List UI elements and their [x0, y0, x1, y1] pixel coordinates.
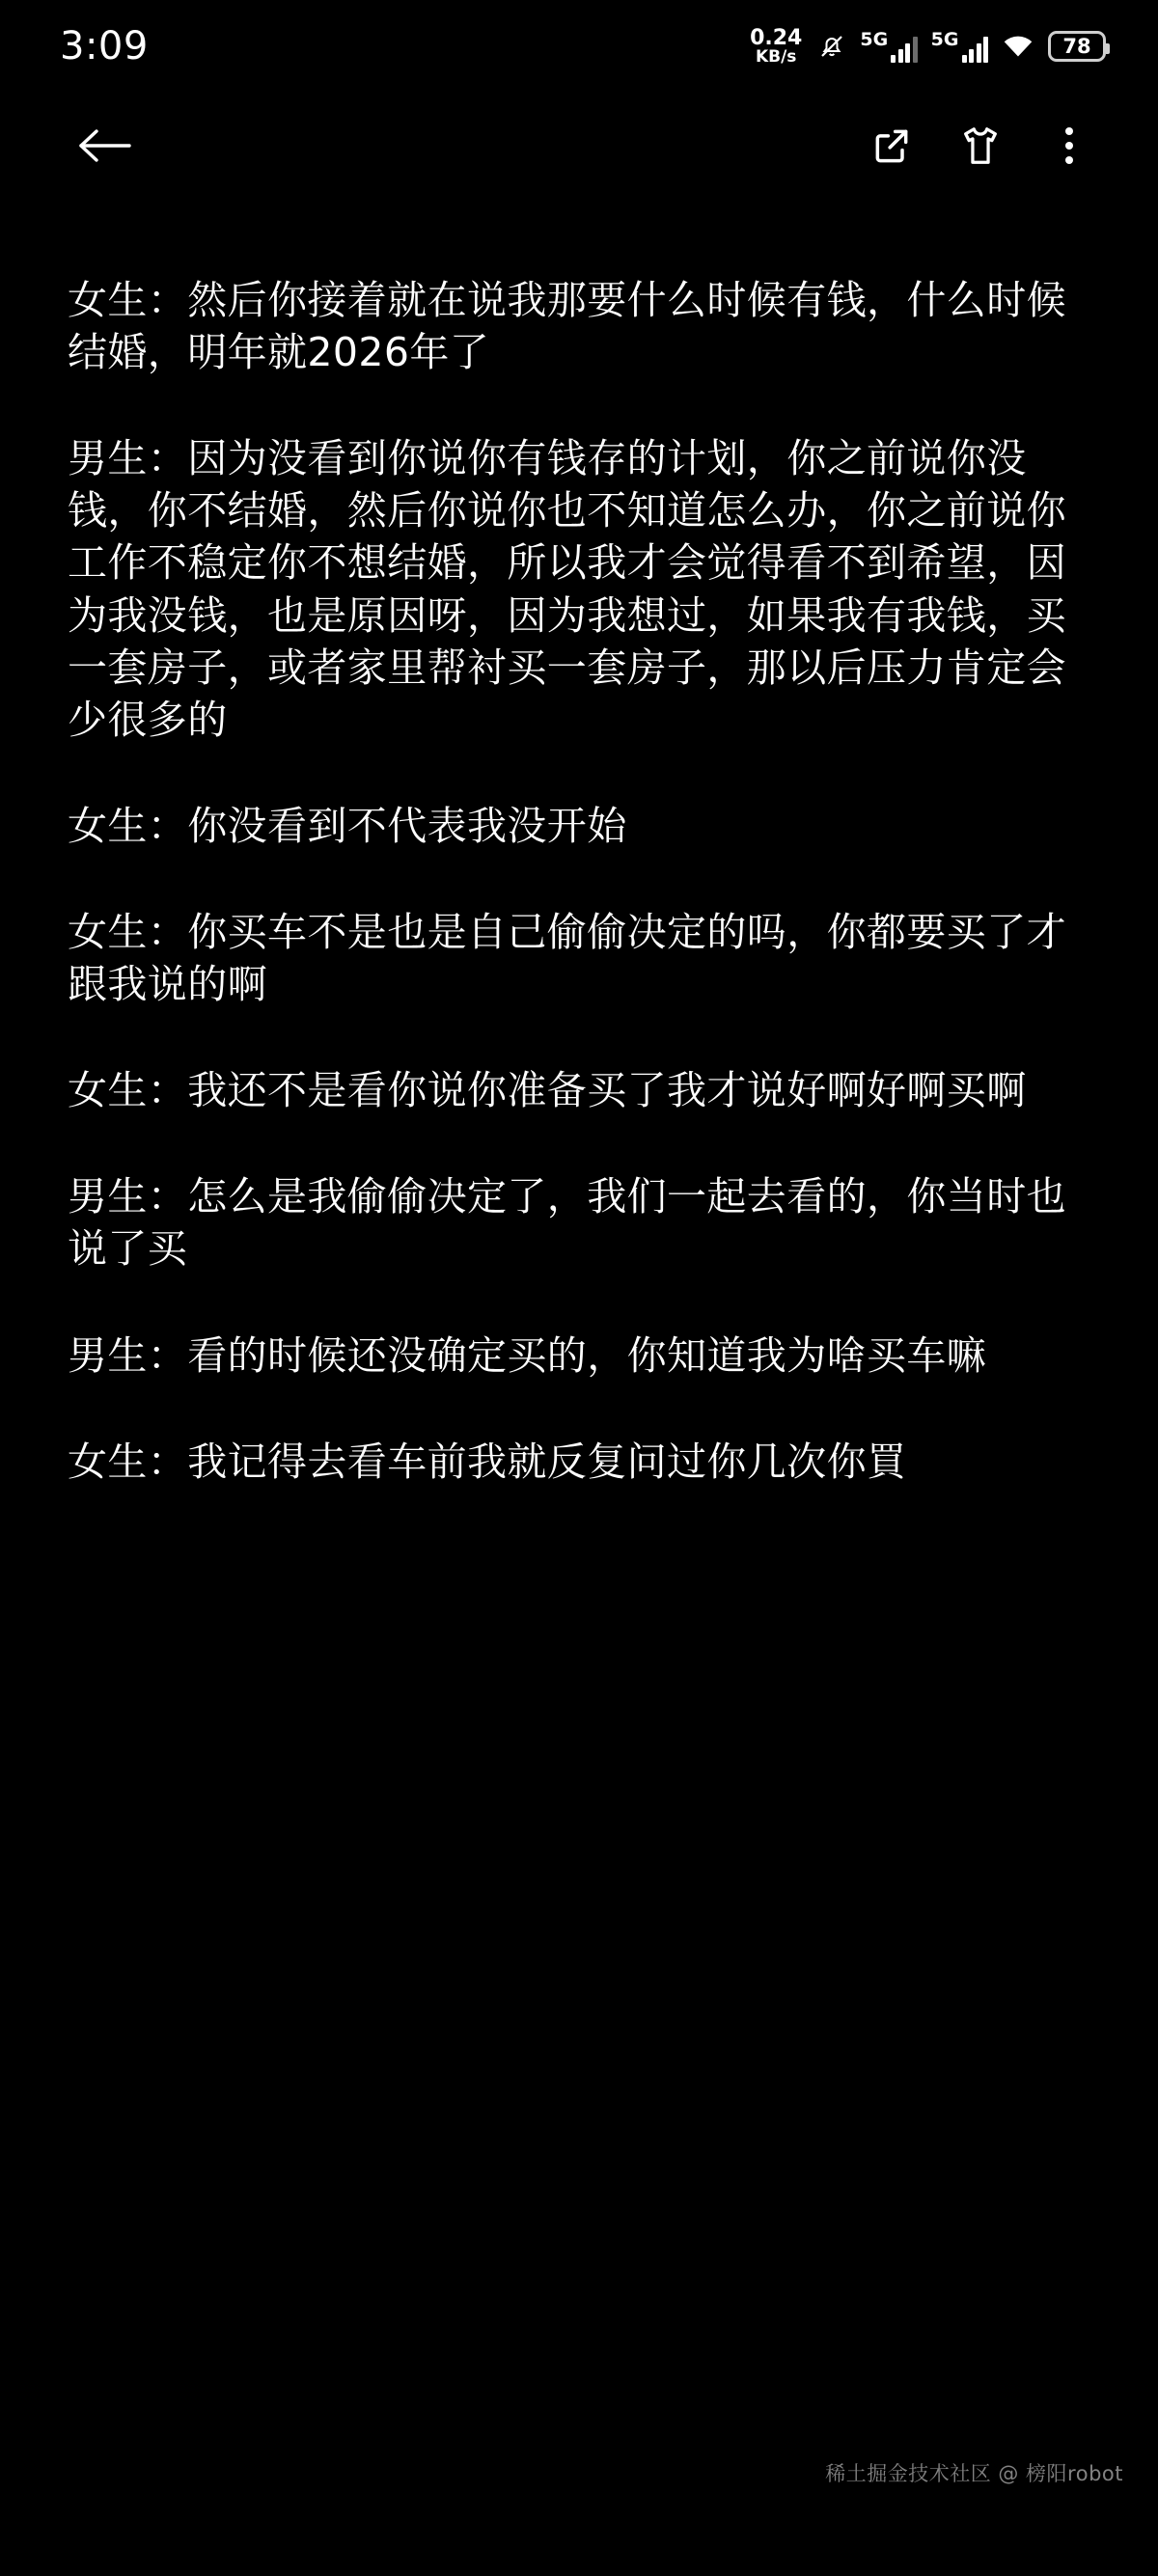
network-speed-indicator [750, 27, 802, 67]
share-external-icon [870, 123, 913, 168]
shirt-button[interactable] [936, 101, 1025, 190]
status-bar [0, 0, 1158, 93]
sim1-network-label: 5G [860, 28, 889, 50]
back-arrow-icon [77, 126, 131, 165]
bell-muted-icon [817, 32, 846, 61]
more-options-button[interactable] [1025, 101, 1114, 190]
battery-percent: 78 [1062, 35, 1091, 58]
t-shirt-icon [958, 123, 1003, 169]
message-line: 女生：我记得去看车前我就反复问过你几次你買 [68, 1438, 907, 1485]
wifi-icon [1002, 33, 1034, 60]
battery-indicator [1048, 31, 1106, 62]
more-vertical-icon [1065, 127, 1073, 164]
network-speed-unit: KB/s [755, 46, 797, 67]
message-line: 男生：怎么是我偷偷决定了，我们一起去看的，你当时也说了买 [68, 1173, 1066, 1273]
sim1-signal [860, 28, 917, 63]
watermark: 稀土掘金技术社区 @ 榜阳robot [825, 2462, 1123, 2485]
status-time: 3:09 [60, 24, 149, 69]
conversation-transcript [0, 199, 1158, 1488]
message-line: 男生：看的时候还没确定买的，你知道我为啥买车嘛 [68, 1331, 987, 1379]
network-speed-value: 0.24 [750, 25, 803, 50]
message-line: 男生：因为没看到你说你有钱存的计划，你之前说你没钱，你不结婚，然后你说你也不知道怎么办，你之前说你工作不稳定你不想结婚，所以我才会觉得看不到希望，因为我没钱，也是原因呀，因为我想过，如果我有我钱，买一套房子，或者家里帮衬买一套房子，那以后压力肯定会少很多的 [68, 435, 1066, 743]
status-icons [750, 27, 1106, 67]
sim2-signal [930, 28, 988, 63]
app-bar [0, 93, 1158, 199]
message-line: 女生：然后你接着就在说我那要什么时候有钱，什么时候结婚，明年就2026年了 [68, 277, 1066, 376]
sim1-signal-bars [891, 36, 918, 63]
share-button[interactable] [847, 101, 936, 190]
message-line: 女生：你没看到不代表我没开始 [68, 802, 627, 849]
sim2-network-label: 5G [930, 28, 959, 50]
message-line: 女生：你买车不是也是自己偷偷决定的吗，你都要买了才跟我说的啊 [68, 908, 1066, 1008]
sim2-signal-bars [962, 36, 989, 63]
back-button[interactable] [60, 101, 149, 190]
message-line: 女生：我还不是看你说你准备买了我才说好啊好啊买啊 [68, 1067, 1027, 1114]
